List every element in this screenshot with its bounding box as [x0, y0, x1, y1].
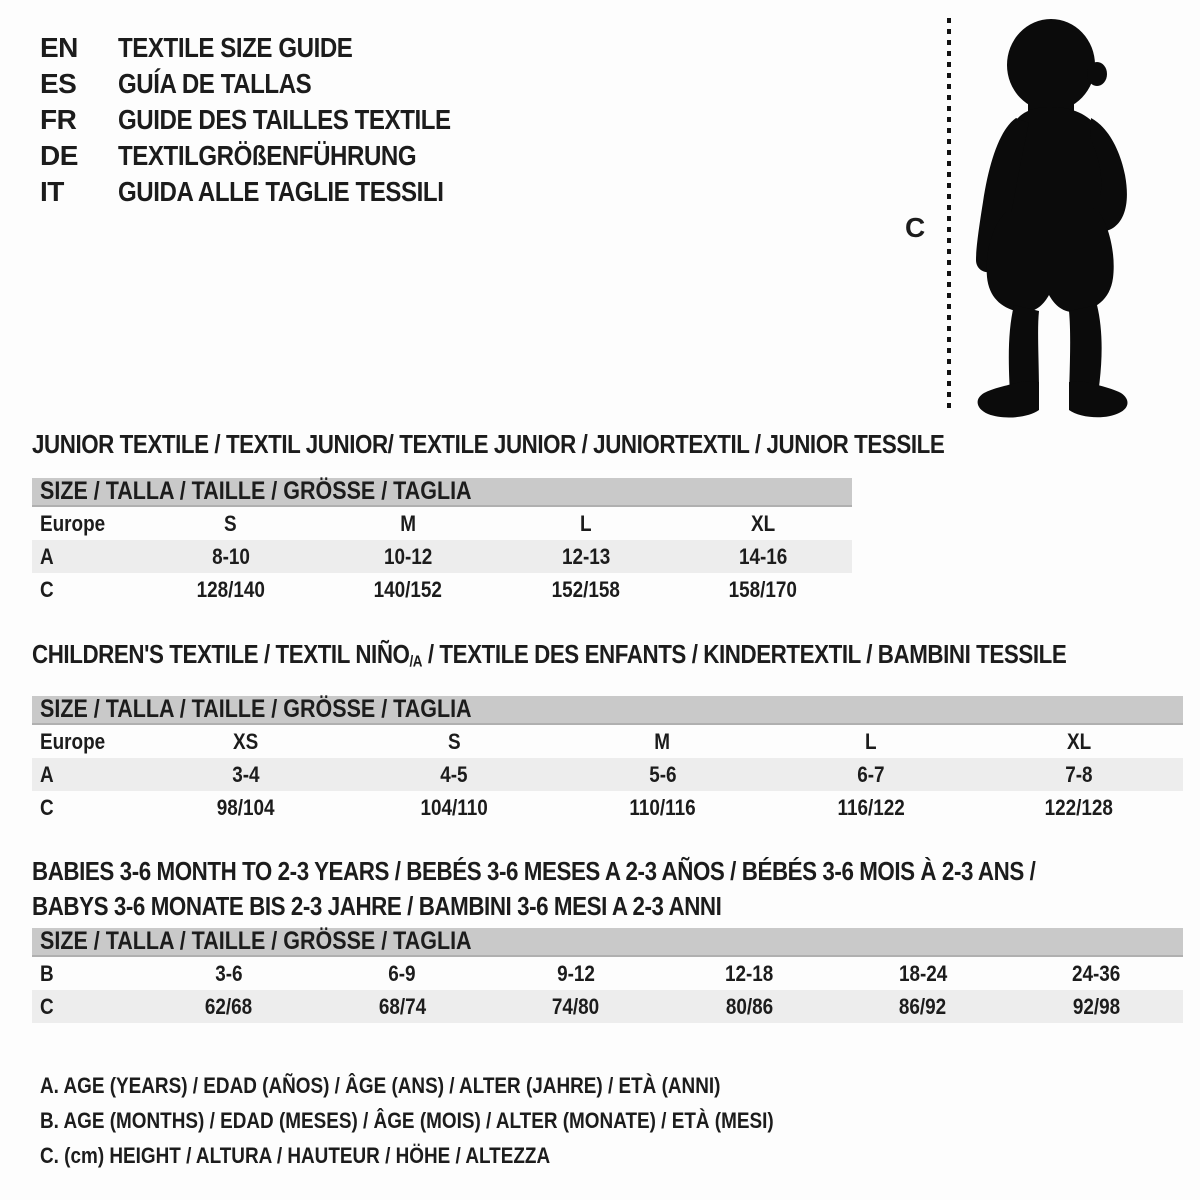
- guide-title-en: TEXTILE SIZE GUIDE: [118, 32, 353, 63]
- children-table-title: CHILDREN'S TEXTILE / TEXTIL NIÑO/A / TEXTILE DES ENFANTS / KINDERTEXTIL / BAMBINI TESSILE: [32, 639, 1067, 671]
- note-height-cm: C. (cm) HEIGHT / ALTURA / HAUTEUR / HÖHE / ALTEZZA: [40, 1142, 551, 1168]
- language-code: EN: [40, 32, 78, 63]
- language-code: FR: [40, 104, 77, 135]
- size-header-bar: SIZE / TALLA / TAILLE / GRÖSSE / TAGLIA: [32, 928, 1183, 957]
- babies-table-title: BABIES 3-6 MONTH TO 2-3 YEARS / BEBÉS 3-6 MESES A 2-3 AÑOS / BÉBÉS 3-6 MOIS À 2-3 ANS / BABYS 3-6 MONATE BIS 2-3 JAHRE / BAMBINI 3-6 MESI A 2-3 ANNI: [32, 856, 1036, 921]
- table-row-height: C 62/68 68/74 74/80 80/86 86/92 92/98: [32, 990, 1183, 1023]
- guide-title-fr: GUIDE DES TAILLES TEXTILE: [118, 104, 451, 135]
- row-label: B: [40, 960, 54, 986]
- height-measure-dotted-line: [947, 18, 951, 414]
- language-title-list: [40, 30, 505, 210]
- language-row-de: [40, 138, 505, 174]
- guide-title-it: GUIDA ALLE TAGLIE TESSILI: [118, 176, 444, 207]
- toddler-silhouette-icon: [958, 12, 1144, 420]
- note-age-years: A. AGE (YEARS) / EDAD (AÑOS) / ÂGE (ANS) / ALTER (JAHRE) / ETÀ (ANNI): [40, 1072, 721, 1098]
- nino-a-subscript: /A: [409, 653, 423, 671]
- language-row-en: [40, 30, 505, 66]
- table-row-europe: Europe S M L XL: [40, 510, 776, 536]
- table-row-height: C 98/104 104/110 110/116 116/122 122/128: [40, 794, 1114, 820]
- legend-notes: [40, 1068, 893, 1173]
- babies-textile-table: [32, 854, 1183, 1023]
- row-label: A: [40, 543, 54, 569]
- table-row-height: C 128/140 140/152 152/158 158/170: [40, 576, 798, 602]
- row-label: C: [40, 794, 54, 820]
- row-label: C: [40, 993, 54, 1019]
- language-row-es: [40, 66, 505, 102]
- table-row-months: B 3-6 6-9 9-12 12-18 18-24 24-36: [40, 960, 1121, 986]
- row-label: Europe: [40, 728, 106, 754]
- table-row-europe: Europe XS S M L XL: [40, 728, 1091, 754]
- row-label: Europe: [40, 510, 106, 536]
- size-header-bar: SIZE / TALLA / TAILLE / GRÖSSE / TAGLIA: [32, 696, 1183, 725]
- language-row-fr: [40, 102, 505, 138]
- children-textile-table: [32, 640, 1183, 824]
- table-row-age: A 3-4 4-5 5-6 6-7 7-8: [32, 758, 1183, 791]
- language-code: ES: [40, 68, 77, 99]
- language-code: IT: [40, 176, 64, 207]
- row-label: A: [40, 761, 54, 787]
- size-header-bar: SIZE / TALLA / TAILLE / GRÖSSE / TAGLIA: [32, 478, 852, 507]
- language-row-it: [40, 174, 505, 210]
- guide-title-de: TEXTILGRÖßENFÜHRUNG: [118, 140, 417, 171]
- note-age-months: B. AGE (MONTHS) / EDAD (MESES) / ÂGE (MOIS) / ALTER (MONATE) / ETÀ (MESI): [40, 1107, 774, 1133]
- guide-title-es: GUÍA DE TALLAS: [118, 68, 312, 99]
- height-measure-label: C: [905, 212, 926, 243]
- row-label: C: [40, 576, 54, 602]
- table-row-age: A 8-10 10-12 12-13 14-16: [32, 540, 852, 573]
- junior-table-title: JUNIOR TEXTILE / TEXTIL JUNIOR/ TEXTILE JUNIOR / JUNIORTEXTIL / JUNIOR TESSILE: [32, 429, 945, 459]
- language-code: DE: [40, 140, 78, 171]
- junior-textile-table: [32, 429, 945, 606]
